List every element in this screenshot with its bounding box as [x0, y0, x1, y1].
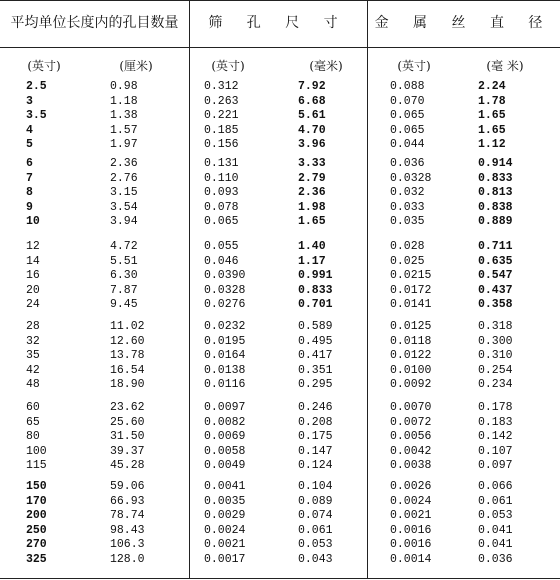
- table-cell: 0.833: [478, 171, 513, 185]
- table-cell: 0.078: [204, 200, 239, 214]
- unit-label: (英寸): [27, 59, 61, 73]
- table-cell: 0.0014: [390, 552, 432, 566]
- table-cell: 2.36: [110, 157, 138, 170]
- table-cell: 3.54: [110, 200, 138, 214]
- table-cell: 0.495: [298, 334, 333, 348]
- table-cell: 0.417: [298, 349, 333, 362]
- table-cell: 4: [26, 123, 33, 137]
- table-cell: 12: [26, 240, 40, 253]
- table-cell: 0.0390: [204, 269, 246, 282]
- table-cell: 35: [26, 349, 40, 362]
- table-row: [0, 416, 560, 431]
- table-cell: 0.061: [298, 523, 333, 537]
- table-cell: 0.147: [298, 444, 333, 458]
- table-cell: 0.991: [298, 269, 333, 282]
- table-cell: 1.12: [478, 138, 506, 151]
- table-cell: 98.43: [110, 523, 145, 537]
- table-row: [0, 255, 560, 270]
- table-cell: 0.246: [298, 401, 333, 414]
- table-cell: 0.178: [478, 401, 513, 414]
- table-cell: 0.0100: [390, 363, 432, 377]
- table-row: [0, 401, 560, 416]
- table-cell: 0.0138: [204, 363, 246, 377]
- table-cell: 0.0141: [390, 298, 432, 311]
- table-cell: 0.0328: [390, 171, 432, 185]
- table-row: [0, 378, 560, 393]
- table-cell: 200: [26, 509, 47, 522]
- table-cell: 0.263: [204, 94, 239, 108]
- table-cell: 0.035: [390, 215, 425, 228]
- table-cell: 0.318: [478, 320, 513, 333]
- table-cell: 0.041: [478, 523, 513, 537]
- table-cell: 9: [26, 200, 33, 214]
- table-cell: 150: [26, 480, 47, 493]
- table-cell: 9.45: [110, 298, 138, 311]
- table-cell: 1.57: [110, 123, 138, 137]
- table-cell: 0.221: [204, 109, 239, 122]
- table-cell: 0.053: [478, 509, 513, 522]
- table-cell: 0.437: [478, 283, 513, 297]
- table-cell: 4.70: [298, 123, 326, 137]
- table-cell: 0.0058: [204, 444, 246, 458]
- table-cell: 4.72: [110, 240, 138, 253]
- table-cell: 0.635: [478, 254, 513, 268]
- table-cell: 1.65: [478, 123, 506, 137]
- table-cell: 0.044: [390, 138, 425, 151]
- table-cell: 3.33: [298, 157, 326, 170]
- table-cell: 18.90: [110, 378, 145, 391]
- table-cell: 0.98: [110, 80, 138, 93]
- table-cell: 0.065: [390, 109, 425, 122]
- table-cell: 0.914: [478, 157, 513, 170]
- table-row: [0, 349, 560, 364]
- table-cell: 1.65: [478, 109, 506, 122]
- header-wire-diameter: 金 属 丝 直 径: [374, 15, 553, 31]
- table-row: [0, 186, 560, 201]
- table-cell: 3.94: [110, 215, 138, 228]
- table-cell: 0.711: [478, 240, 513, 253]
- table-row: [0, 364, 560, 379]
- table-cell: 0.351: [298, 363, 333, 377]
- table-cell: 0.046: [204, 254, 239, 268]
- table-cell: 2.76: [110, 171, 138, 185]
- table-cell: 3.15: [110, 186, 138, 199]
- table-cell: 0.0070: [390, 401, 432, 414]
- table-cell: 250: [26, 523, 47, 537]
- table-cell: 3: [26, 94, 33, 108]
- table-cell: 170: [26, 494, 47, 508]
- header-rule: [0, 47, 560, 48]
- table-cell: 1.38: [110, 109, 138, 122]
- table-cell: 0.183: [478, 415, 513, 429]
- table-cell: 0.066: [478, 480, 513, 493]
- table-cell: 65: [26, 415, 40, 429]
- table-cell: 5.61: [298, 109, 326, 122]
- table-cell: 0.312: [204, 80, 239, 93]
- table-row: [0, 240, 560, 255]
- table-cell: 2.36: [298, 186, 326, 199]
- table-row: [0, 172, 560, 187]
- table-cell: 0.300: [478, 334, 513, 348]
- table-cell: 0.0215: [390, 269, 432, 282]
- table-cell: 16.54: [110, 363, 145, 377]
- table-cell: 23.62: [110, 401, 145, 414]
- table-cell: 0.0097: [204, 401, 246, 414]
- table-cell: 14: [26, 254, 40, 268]
- table-cell: 0.065: [204, 215, 239, 228]
- table-cell: 0.070: [390, 94, 425, 108]
- table-cell: 0.104: [298, 480, 333, 493]
- table-row: [0, 320, 560, 335]
- table-cell: 45.28: [110, 459, 145, 472]
- table-row: [0, 157, 560, 172]
- table-row: [0, 109, 560, 124]
- table-cell: 7.87: [110, 283, 138, 297]
- table-cell: 24: [26, 298, 40, 311]
- table-row: [0, 509, 560, 524]
- table-cell: 2.79: [298, 171, 326, 185]
- table-cell: 325: [26, 552, 47, 566]
- table-cell: 0.0029: [204, 509, 246, 522]
- table-row: [0, 538, 560, 553]
- table-cell: 0.0082: [204, 415, 246, 429]
- table-cell: 0.0116: [204, 378, 246, 391]
- table-cell: 0.0122: [390, 349, 432, 362]
- table-cell: 66.93: [110, 494, 145, 508]
- table-cell: 2.5: [26, 80, 47, 93]
- table-cell: 16: [26, 269, 40, 282]
- table-cell: 0.0035: [204, 494, 246, 508]
- unit-label: (毫米): [309, 59, 343, 73]
- table-cell: 0.036: [390, 157, 425, 170]
- table-cell: 0.053: [298, 538, 333, 551]
- table-row: [0, 201, 560, 216]
- table-cell: 0.0042: [390, 444, 432, 458]
- table-cell: 0.175: [298, 430, 333, 443]
- header-count: 平均单位长度内的孔目数量: [10, 15, 179, 31]
- table-cell: 0.0038: [390, 459, 432, 472]
- table-cell: 0.089: [298, 494, 333, 508]
- unit-label: (英寸): [211, 59, 245, 73]
- table-cell: 32: [26, 334, 40, 348]
- table-cell: 115: [26, 459, 47, 472]
- table-cell: 0.088: [390, 80, 425, 93]
- table-cell: 0.0172: [390, 283, 432, 297]
- table-row: [0, 269, 560, 284]
- table-cell: 5: [26, 138, 33, 151]
- table-cell: 0.589: [298, 320, 333, 333]
- table-row: [0, 445, 560, 460]
- table-cell: 0.097: [478, 459, 513, 472]
- table-row: [0, 95, 560, 110]
- unit-label: (厘米): [119, 59, 153, 73]
- table-row: [0, 284, 560, 299]
- table-cell: 60: [26, 401, 40, 414]
- row-group: [0, 240, 560, 313]
- table-row: [0, 553, 560, 568]
- table-row: [0, 480, 560, 495]
- table-cell: 6.30: [110, 269, 138, 282]
- table-cell: 100: [26, 444, 47, 458]
- row-group: [0, 401, 560, 474]
- table-cell: 0.0118: [390, 334, 432, 348]
- table-cell: 0.0017: [204, 552, 246, 566]
- table-cell: 0.043: [298, 552, 333, 566]
- table-cell: 0.0072: [390, 415, 432, 429]
- table-cell: 1.18: [110, 94, 138, 108]
- table-cell: 128.0: [110, 552, 145, 566]
- table-cell: 0.889: [478, 215, 513, 228]
- table-cell: 0.110: [204, 171, 239, 185]
- table-cell: 0.036: [478, 552, 513, 566]
- table-cell: 0.838: [478, 200, 513, 214]
- table-cell: 0.0021: [390, 509, 432, 522]
- table-row: [0, 495, 560, 510]
- table-cell: 0.074: [298, 509, 333, 522]
- header-sieve-opening: 筛 孔 尺 寸: [208, 15, 348, 31]
- table-cell: 6.68: [298, 94, 326, 108]
- table-cell: 7.92: [298, 80, 326, 93]
- table-cell: 0.041: [478, 538, 513, 551]
- table-cell: 0.107: [478, 444, 513, 458]
- table-cell: 80: [26, 430, 40, 443]
- table-cell: 0.185: [204, 123, 239, 137]
- table-cell: 0.0125: [390, 320, 432, 333]
- table-cell: 0.254: [478, 363, 513, 377]
- table-cell: 0.0276: [204, 298, 246, 311]
- row-group: [0, 320, 560, 393]
- table-cell: 1.97: [110, 138, 138, 151]
- table-cell: 0.0024: [204, 523, 246, 537]
- table-cell: 25.60: [110, 415, 145, 429]
- table-row: [0, 335, 560, 350]
- bottom-rule: [0, 578, 560, 579]
- table-cell: 0.055: [204, 240, 239, 253]
- table-cell: 0.295: [298, 378, 333, 391]
- table-cell: 6: [26, 157, 33, 170]
- table-cell: 0.065: [390, 123, 425, 137]
- table-cell: 0.234: [478, 378, 513, 391]
- table-cell: 0.028: [390, 240, 425, 253]
- table-cell: 28: [26, 320, 40, 333]
- table-cell: 0.701: [298, 298, 333, 311]
- table-cell: 0.0016: [390, 538, 432, 551]
- table-cell: 31.50: [110, 430, 145, 443]
- table-cell: 0.813: [478, 186, 513, 199]
- table-cell: 8: [26, 186, 33, 199]
- row-group: [0, 80, 560, 153]
- table-cell: 0.093: [204, 186, 239, 199]
- table-row: [0, 459, 560, 474]
- table-cell: 0.358: [478, 298, 513, 311]
- unit-label: (英寸): [397, 59, 431, 73]
- table-cell: 0.0016: [390, 523, 432, 537]
- table-cell: 0.0195: [204, 334, 246, 348]
- table-cell: 10: [26, 215, 40, 228]
- table-cell: 3.5: [26, 109, 47, 122]
- table-cell: 106.3: [110, 538, 145, 551]
- table-cell: 1.17: [298, 254, 326, 268]
- table-cell: 11.02: [110, 320, 145, 333]
- table-row: [0, 524, 560, 539]
- table-cell: 0.033: [390, 200, 425, 214]
- table-row: [0, 138, 560, 153]
- table-cell: 2.24: [478, 80, 506, 93]
- table-cell: 0.0041: [204, 480, 246, 493]
- table-cell: 3.96: [298, 138, 326, 151]
- table-cell: 0.208: [298, 415, 333, 429]
- table-row: [0, 215, 560, 230]
- table-cell: 0.0021: [204, 538, 246, 551]
- table-cell: 0.0164: [204, 349, 246, 362]
- table-cell: 78.74: [110, 509, 145, 522]
- unit-label: (毫 米): [486, 59, 524, 73]
- table-cell: 0.0232: [204, 320, 246, 333]
- table-cell: 0.0049: [204, 459, 246, 472]
- table-cell: 39.37: [110, 444, 145, 458]
- top-rule: [0, 0, 560, 1]
- table-cell: 0.0026: [390, 480, 432, 493]
- table-cell: 0.0328: [204, 283, 246, 297]
- table-cell: 1.40: [298, 240, 326, 253]
- table-cell: 0.156: [204, 138, 239, 151]
- table-cell: 270: [26, 538, 47, 551]
- table-cell: 5.51: [110, 254, 138, 268]
- table-cell: 1.78: [478, 94, 506, 108]
- table-cell: 0.833: [298, 283, 333, 297]
- table-cell: 48: [26, 378, 40, 391]
- row-group: [0, 157, 560, 230]
- table-cell: 0.310: [478, 349, 513, 362]
- table-row: [0, 80, 560, 95]
- table-cell: 1.65: [298, 215, 326, 228]
- table-cell: 0.0069: [204, 430, 246, 443]
- table-cell: 0.131: [204, 157, 239, 170]
- table-cell: 12.60: [110, 334, 145, 348]
- table-row: [0, 124, 560, 139]
- table-cell: 7: [26, 171, 33, 185]
- table-cell: 20: [26, 283, 40, 297]
- table-cell: 0.547: [478, 269, 513, 282]
- table-cell: 0.0056: [390, 430, 432, 443]
- table-cell: 0.0024: [390, 494, 432, 508]
- table-cell: 59.06: [110, 480, 145, 493]
- table-cell: 13.78: [110, 349, 145, 362]
- table-row: [0, 298, 560, 313]
- table-cell: 0.124: [298, 459, 333, 472]
- table-cell: 0.025: [390, 254, 425, 268]
- table-cell: 42: [26, 363, 40, 377]
- table-cell: 0.032: [390, 186, 425, 199]
- row-group: [0, 480, 560, 567]
- table-cell: 0.0092: [390, 378, 432, 391]
- table-cell: 0.142: [478, 430, 513, 443]
- table-cell: 0.061: [478, 494, 513, 508]
- table-row: [0, 430, 560, 445]
- table-cell: 1.98: [298, 200, 326, 214]
